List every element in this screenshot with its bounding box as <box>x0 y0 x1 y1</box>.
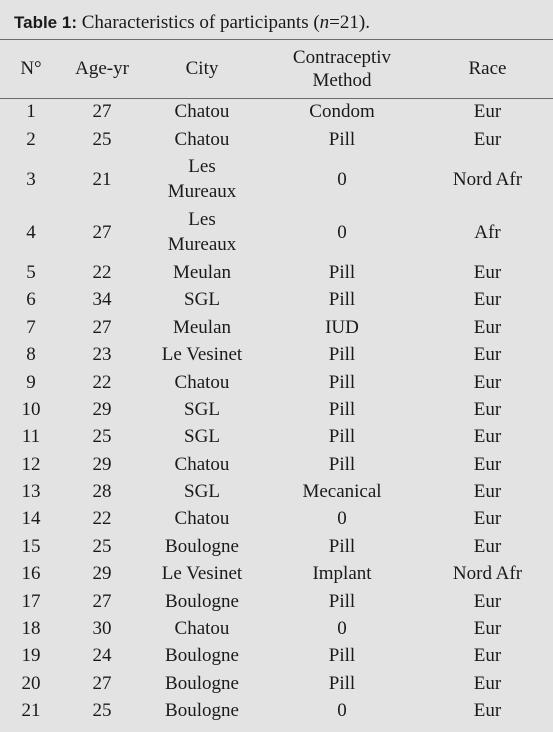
cell-city-line2: Mureaux <box>167 181 237 203</box>
cell-method: IUD <box>325 316 359 338</box>
header-method-line1: Contraceptiv <box>292 46 392 68</box>
header-method <box>262 40 422 98</box>
table-body <box>0 98 553 724</box>
cell-method: Pill <box>328 453 356 475</box>
cell-city: SGL <box>184 289 220 311</box>
table-row <box>0 206 553 259</box>
cell-age: 30 <box>92 618 112 640</box>
cell-city: SGL <box>184 398 220 420</box>
cell-method: 0 <box>337 168 347 190</box>
cell-race: Eur <box>473 398 502 420</box>
cell-age: 22 <box>92 508 112 530</box>
cell-age: 27 <box>92 590 112 612</box>
cell-city: Chatou <box>174 508 230 530</box>
table-row <box>0 642 553 669</box>
table-row <box>0 478 553 505</box>
cell-city: Boulogne <box>165 590 239 612</box>
cell-method: Mecanical <box>302 481 382 503</box>
table-row <box>0 286 553 313</box>
cell-number: 10 <box>21 398 41 420</box>
cell-method: Pill <box>328 645 356 667</box>
cell-race: Nord Afr <box>452 563 523 585</box>
cell-number: 7 <box>26 316 36 338</box>
cell-method: 0 <box>337 618 347 640</box>
cell-city: Le Vesinet <box>161 344 243 366</box>
table-header <box>0 40 553 98</box>
cell-age: 27 <box>92 221 112 243</box>
header-method-line2: Method <box>312 69 372 91</box>
cell-age: 22 <box>92 371 112 393</box>
cell-number: 6 <box>26 289 36 311</box>
cell-method: Implant <box>312 563 372 585</box>
table-row <box>0 259 553 286</box>
cell-method: Pill <box>328 398 356 420</box>
table-row <box>0 153 553 206</box>
cell-city: SGL <box>184 481 220 503</box>
cell-age: 23 <box>92 344 112 366</box>
cell-race: Eur <box>473 261 502 283</box>
cell-race: Eur <box>473 289 502 311</box>
cell-number: 3 <box>26 168 36 190</box>
header-city: City <box>185 58 219 80</box>
cell-number: 13 <box>21 481 41 503</box>
cell-race: Eur <box>473 645 502 667</box>
cell-city-line2: Mureaux <box>167 234 237 256</box>
cell-race: Eur <box>473 508 502 530</box>
cell-number: 16 <box>21 563 41 585</box>
header-age: Age-yr <box>75 58 129 80</box>
cell-race: Nord Afr <box>452 168 523 190</box>
cell-age: 22 <box>92 261 112 283</box>
table-row <box>0 423 553 450</box>
cell-method: 0 <box>337 508 347 530</box>
table-row <box>0 533 553 560</box>
cell-city: Meulan <box>172 261 232 283</box>
header-number: N° <box>20 58 42 80</box>
cell-city-line1: Les <box>188 156 216 178</box>
caption-n-variable: n <box>319 12 330 33</box>
cell-city: Chatou <box>174 618 230 640</box>
cell-number: 8 <box>26 344 36 366</box>
table-row <box>0 396 553 423</box>
cell-number: 20 <box>21 672 41 694</box>
cell-number: 18 <box>21 618 41 640</box>
cell-method: 0 <box>337 700 347 722</box>
header-row <box>0 40 553 98</box>
cell-number: 2 <box>26 128 36 150</box>
cell-city: Chatou <box>174 453 230 475</box>
cell-number: 12 <box>21 453 41 475</box>
table-row <box>0 98 553 125</box>
cell-number: 21 <box>21 700 41 722</box>
cell-age: 25 <box>92 535 112 557</box>
cell-city: Boulogne <box>165 535 239 557</box>
cell-race: Eur <box>473 672 502 694</box>
cell-age: 27 <box>92 316 112 338</box>
cell-age: 25 <box>92 128 112 150</box>
header-race: Race <box>468 58 507 80</box>
cell-number: 1 <box>26 101 36 123</box>
cell-number: 17 <box>21 590 41 612</box>
table-label: Table 1: <box>14 13 77 32</box>
cell-city: Chatou <box>174 101 230 123</box>
cell-age: 21 <box>92 168 112 190</box>
table-row <box>0 670 553 697</box>
cell-race: Eur <box>473 618 502 640</box>
cell-city-line1: Les <box>188 209 216 231</box>
cell-method: Pill <box>328 128 356 150</box>
caption-count: =21). <box>329 12 370 33</box>
cell-number: 9 <box>26 371 36 393</box>
cell-age: 25 <box>92 426 112 448</box>
table-row <box>0 314 553 341</box>
cell-race: Eur <box>473 426 502 448</box>
cell-city: Le Vesinet <box>161 563 243 585</box>
cell-number: 11 <box>21 426 41 448</box>
cell-race: Eur <box>473 481 502 503</box>
cell-number: 19 <box>21 645 41 667</box>
caption-text: Characteristics of participants ( <box>81 12 320 33</box>
cell-city <box>142 206 262 259</box>
cell-race: Afr <box>474 221 501 243</box>
participants-table <box>0 40 553 724</box>
cell-city: Boulogne <box>165 672 239 694</box>
cell-race: Eur <box>473 453 502 475</box>
table-caption <box>0 0 553 40</box>
table-row <box>0 125 553 152</box>
cell-number: 14 <box>21 508 41 530</box>
cell-age: 29 <box>92 453 112 475</box>
cell-race: Eur <box>473 101 502 123</box>
cell-number: 15 <box>21 535 41 557</box>
table-row <box>0 615 553 642</box>
cell-race: Eur <box>473 535 502 557</box>
cell-race: Eur <box>473 344 502 366</box>
cell-city: Meulan <box>172 316 232 338</box>
cell-number: 4 <box>26 221 36 243</box>
cell-race: Eur <box>473 128 502 150</box>
cell-city: Chatou <box>174 128 230 150</box>
cell-city: Boulogne <box>165 700 239 722</box>
cell-method: Pill <box>328 371 356 393</box>
cell-race: Eur <box>473 700 502 722</box>
table-row <box>0 341 553 368</box>
table-row <box>0 451 553 478</box>
cell-method: Pill <box>328 426 356 448</box>
table-row <box>0 560 553 587</box>
table-row <box>0 505 553 532</box>
cell-age: 28 <box>92 481 112 503</box>
cell-city <box>142 153 262 206</box>
cell-age: 34 <box>92 289 112 311</box>
cell-age: 24 <box>92 645 112 667</box>
cell-method: Pill <box>328 590 356 612</box>
cell-method: Pill <box>328 672 356 694</box>
cell-city: Boulogne <box>165 645 239 667</box>
cell-race: Eur <box>473 590 502 612</box>
cell-city: Chatou <box>174 371 230 393</box>
table-row <box>0 697 553 724</box>
cell-number: 5 <box>26 261 36 283</box>
cell-method: Pill <box>328 289 356 311</box>
cell-age: 29 <box>92 398 112 420</box>
table-row <box>0 587 553 614</box>
cell-method: 0 <box>337 221 347 243</box>
cell-method: Condom <box>309 101 375 123</box>
cell-city: SGL <box>184 426 220 448</box>
cell-method: Pill <box>328 344 356 366</box>
cell-race: Eur <box>473 371 502 393</box>
table-row <box>0 368 553 395</box>
cell-race: Eur <box>473 316 502 338</box>
cell-age: 27 <box>92 101 112 123</box>
cell-age: 29 <box>92 563 112 585</box>
cell-age: 27 <box>92 672 112 694</box>
cell-age: 25 <box>92 700 112 722</box>
cell-method: Pill <box>328 535 356 557</box>
cell-method: Pill <box>328 261 356 283</box>
